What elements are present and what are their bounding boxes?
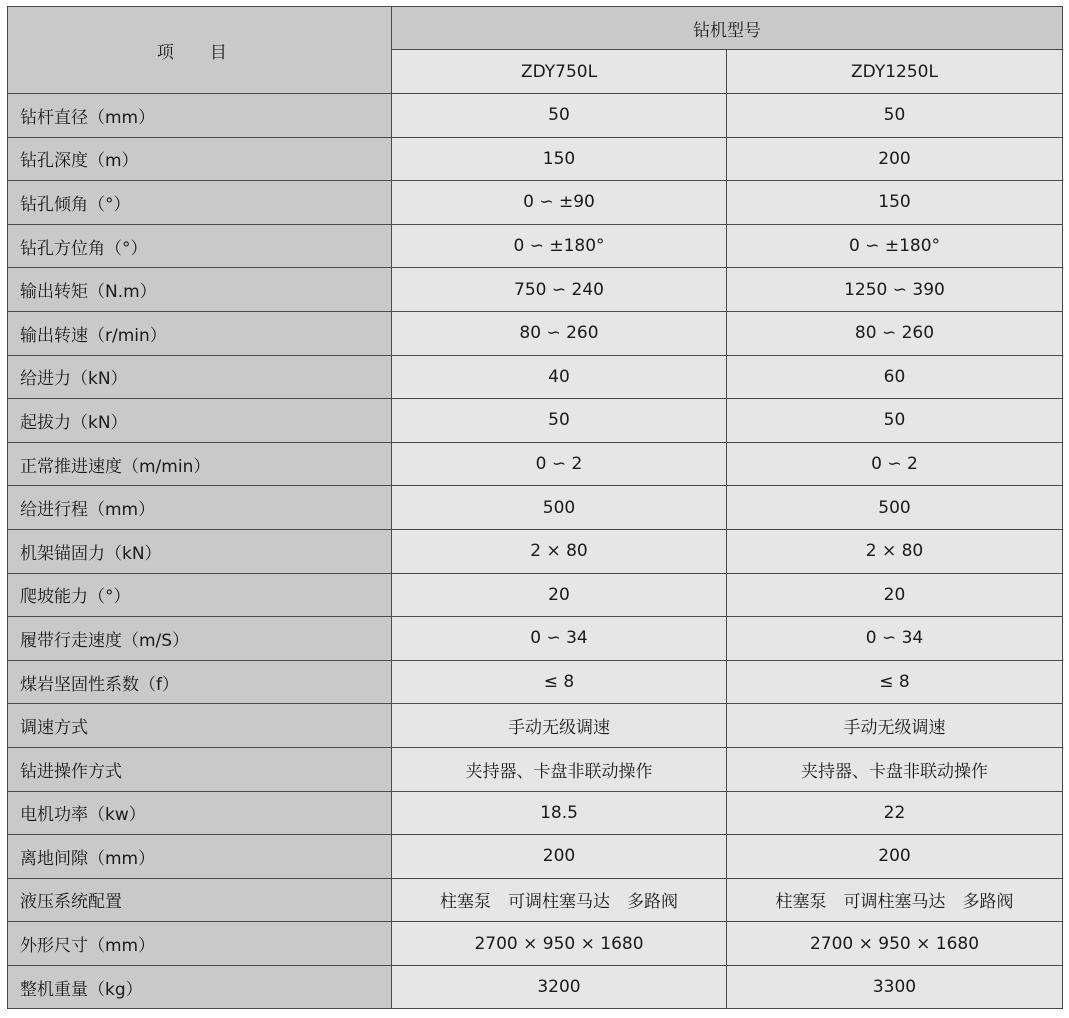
table-row [8,529,1063,573]
row-label: 输出转矩（N.m） [8,268,392,312]
row-label: 输出转速（r/min） [8,311,392,355]
item-header: 项 目 [8,7,392,94]
value-zdy750l: 3200 [392,965,727,1009]
value-zdy1250l: 50 [727,399,1063,443]
row-label: 煤岩坚固性系数（f） [8,660,392,704]
value-zdy1250l: 1250 ∽ 390 [727,268,1063,312]
value-zdy750l: 夹持器、卡盘非联动操作 [392,747,727,791]
value-zdy750l: 20 [392,573,727,617]
value-zdy1250l: 22 [727,791,1063,835]
table-row [8,573,1063,617]
table-row [8,94,1063,138]
value-zdy1250l: 3300 [727,965,1063,1009]
value-zdy1250l: 50 [727,94,1063,138]
value-zdy750l: 0 ∽ 34 [392,617,727,661]
row-label: 履带行走速度（m/S） [8,617,392,661]
table-row [8,355,1063,399]
value-zdy750l: ≤ 8 [392,660,727,704]
model-header-1: ZDY750L [392,50,727,94]
value-zdy1250l: 80 ∽ 260 [727,311,1063,355]
header-row-group [8,7,1063,50]
table-row [8,660,1063,704]
table-row [8,486,1063,530]
table-row [8,224,1063,268]
model-header-2: ZDY1250L [727,50,1063,94]
value-zdy1250l: 夹持器、卡盘非联动操作 [727,747,1063,791]
value-zdy1250l: 200 [727,835,1063,879]
table-row [8,965,1063,1009]
row-label: 外形尺寸（mm） [8,922,392,966]
table-row [8,747,1063,791]
table-row [8,442,1063,486]
row-label: 钻杆直径（mm） [8,94,392,138]
row-label: 钻孔倾角（°） [8,181,392,225]
row-label: 调速方式 [8,704,392,748]
value-zdy750l: 50 [392,94,727,138]
table-row [8,137,1063,181]
value-zdy1250l: 0 ∽ 2 [727,442,1063,486]
value-zdy1250l: 0 ∽ ±180° [727,224,1063,268]
row-label: 正常推进速度（m/min） [8,442,392,486]
table-row [8,617,1063,661]
row-label: 电机功率（kw） [8,791,392,835]
row-label: 给进力（kN） [8,355,392,399]
value-zdy750l: 柱塞泵 可调柱塞马达 多路阀 [392,878,727,922]
row-label: 给进行程（mm） [8,486,392,530]
spec-table [7,6,1063,1009]
value-zdy1250l: 200 [727,137,1063,181]
table-row [8,922,1063,966]
value-zdy1250l: 2 × 80 [727,529,1063,573]
value-zdy1250l: 手动无级调速 [727,704,1063,748]
value-zdy750l: 750 ∽ 240 [392,268,727,312]
value-zdy750l: 200 [392,835,727,879]
table-row [8,399,1063,443]
table-row [8,791,1063,835]
table-row [8,835,1063,879]
value-zdy1250l: 2700 × 950 × 1680 [727,922,1063,966]
value-zdy750l: 40 [392,355,727,399]
value-zdy1250l: 柱塞泵 可调柱塞马达 多路阀 [727,878,1063,922]
table-row [8,268,1063,312]
value-zdy1250l: 60 [727,355,1063,399]
value-zdy1250l: ≤ 8 [727,660,1063,704]
value-zdy750l: 18.5 [392,791,727,835]
value-zdy750l: 2 × 80 [392,529,727,573]
value-zdy1250l: 0 ∽ 34 [727,617,1063,661]
table-row [8,704,1063,748]
table-row [8,181,1063,225]
row-label: 钻孔方位角（°） [8,224,392,268]
row-label: 机架锚固力（kN） [8,529,392,573]
row-label: 钻进操作方式 [8,747,392,791]
value-zdy1250l: 150 [727,181,1063,225]
value-zdy750l: 80 ∽ 260 [392,311,727,355]
table-row [8,878,1063,922]
row-label: 爬坡能力（°） [8,573,392,617]
row-label: 整机重量（kg） [8,965,392,1009]
model-group-header: 钻机型号 [392,7,1063,50]
table-row [8,311,1063,355]
value-zdy750l: 0 ∽ ±90 [392,181,727,225]
row-label: 钻孔深度（m） [8,137,392,181]
row-label: 液压系统配置 [8,878,392,922]
value-zdy1250l: 500 [727,486,1063,530]
value-zdy750l: 手动无级调速 [392,704,727,748]
value-zdy750l: 500 [392,486,727,530]
row-label: 起拔力（kN） [8,399,392,443]
value-zdy1250l: 20 [727,573,1063,617]
value-zdy750l: 0 ∽ 2 [392,442,727,486]
value-zdy750l: 150 [392,137,727,181]
value-zdy750l: 2700 × 950 × 1680 [392,922,727,966]
value-zdy750l: 0 ∽ ±180° [392,224,727,268]
row-label: 离地间隙（mm） [8,835,392,879]
value-zdy750l: 50 [392,399,727,443]
